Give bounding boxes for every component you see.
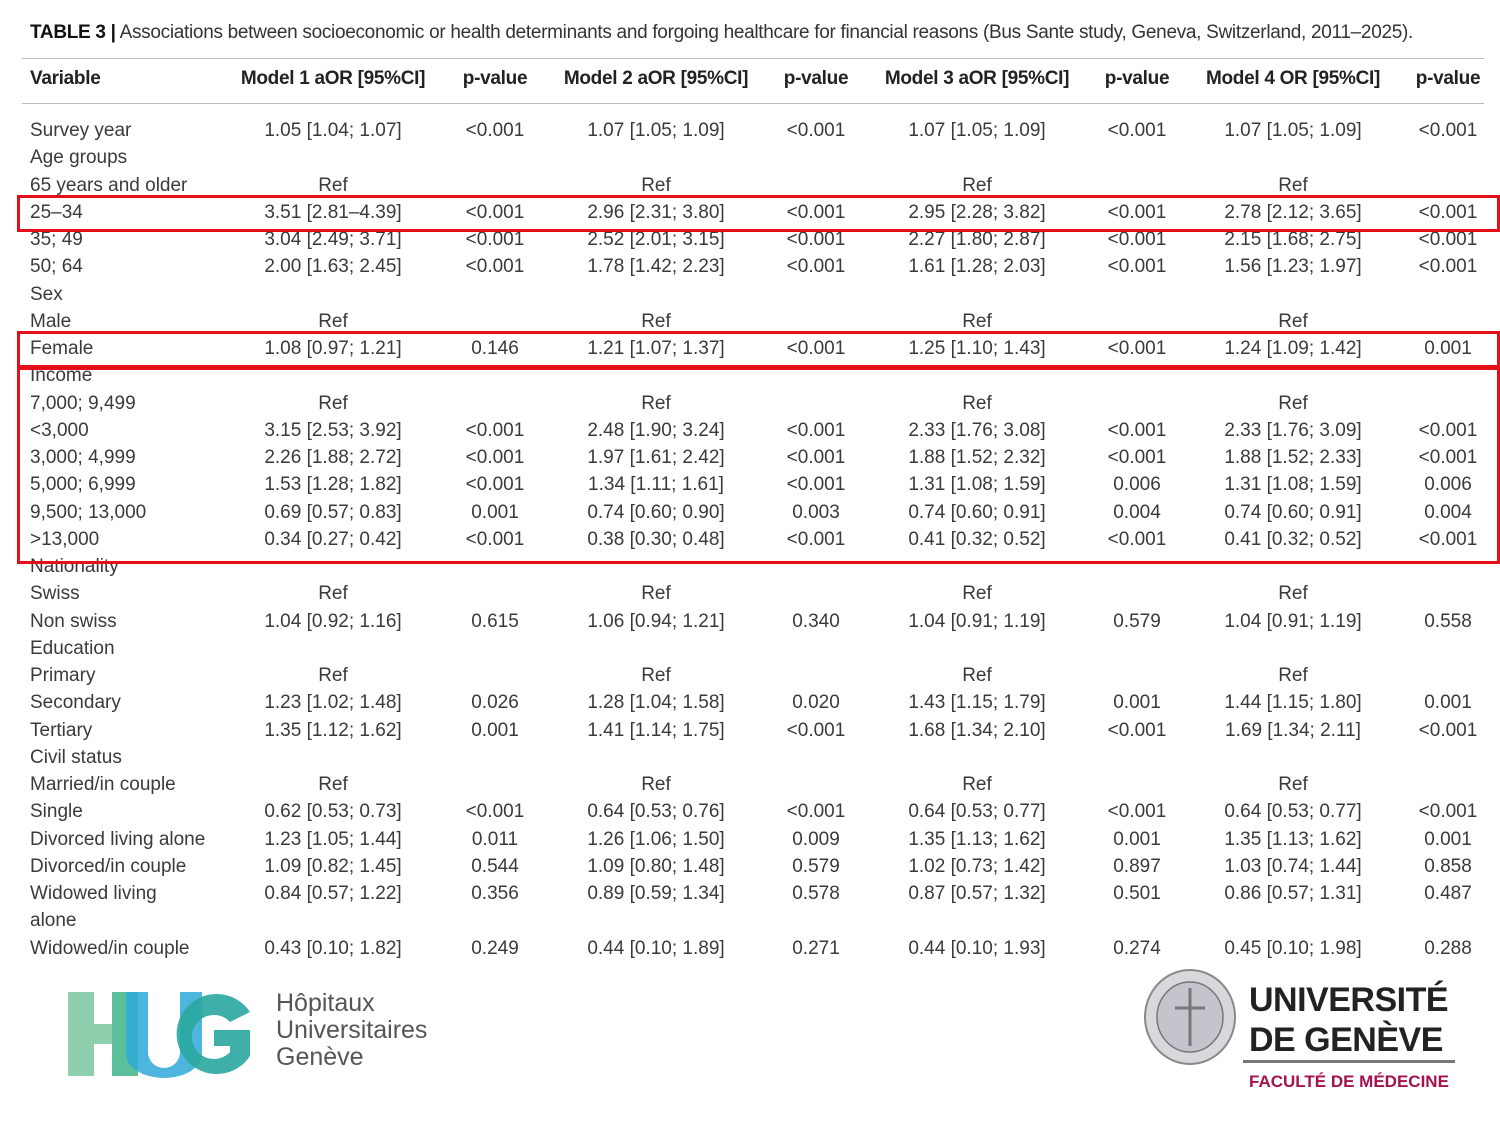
odds-ratio-cell: 1.53 [1.28; 1.82] (264, 474, 402, 496)
row-label: Tertiary (30, 719, 93, 741)
odds-ratio-cell: 1.78 [1.42; 2.23] (587, 256, 725, 278)
odds-ratio-cell: 0.34 [0.27; 0.42] (264, 528, 402, 550)
odds-ratio-cell: 1.44 [1.15; 1.80] (1224, 692, 1362, 714)
p-value-cell: <0.001 (786, 338, 846, 359)
row-label: 35; 49 (30, 229, 83, 250)
odds-ratio-cell: 1.35 [1.13; 1.62] (1224, 828, 1362, 850)
odds-ratio-cell: Ref (962, 174, 992, 196)
p-value-cell: <0.001 (786, 229, 846, 250)
odds-ratio-cell: 2.48 [1.90; 3.24] (587, 419, 725, 441)
row-label: Divorced/in couple (30, 855, 187, 877)
row-label: 65 years and older (30, 174, 188, 196)
p-value-cell: 0.558 (1424, 610, 1472, 632)
odds-ratio-cell: 1.88 [1.52; 2.32] (908, 447, 1046, 468)
odds-ratio-cell: 0.41 [0.32; 0.52] (1224, 528, 1362, 550)
odds-ratio-cell: Ref (641, 392, 671, 414)
odds-ratio-cell: 1.23 [1.05; 1.44] (264, 828, 402, 850)
p-value-cell: <0.001 (1107, 229, 1167, 250)
p-value-cell: 0.001 (471, 719, 519, 741)
p-value-cell: <0.001 (465, 229, 525, 250)
table-row (0, 853, 1500, 880)
p-value-cell: <0.001 (786, 528, 846, 550)
odds-ratio-cell: Ref (318, 392, 348, 414)
row-label: Secondary (30, 692, 121, 714)
odds-ratio-cell: 0.74 [0.60; 0.91] (1224, 501, 1362, 523)
odds-ratio-cell: 2.33 [1.76; 3.08] (908, 419, 1046, 441)
odds-ratio-cell: 0.41 [0.32; 0.52] (908, 528, 1046, 550)
odds-ratio-cell: 1.03 [0.74; 1.44] (1224, 855, 1362, 877)
p-value-cell: <0.001 (786, 120, 846, 141)
odds-ratio-cell: 1.02 [0.73; 1.42] (908, 855, 1046, 877)
p-value-cell: 0.026 (471, 692, 519, 714)
odds-ratio-cell: 1.56 [1.23; 1.97] (1224, 256, 1362, 278)
row-label: Widowed/in couple (30, 937, 190, 959)
p-value-cell: <0.001 (465, 120, 525, 141)
odds-ratio-cell: 1.07 [1.05; 1.09] (908, 120, 1046, 141)
row-label: 5,000; 6,999 (30, 474, 136, 496)
odds-ratio-cell: Ref (318, 310, 348, 332)
p-value-cell: 0.001 (1424, 692, 1472, 714)
unige-line-2: DE GENÈVE (1249, 1021, 1443, 1059)
p-value-cell: 0.001 (1113, 828, 1161, 850)
p-value-cell: <0.001 (1418, 447, 1478, 468)
column-header: p-value (1104, 68, 1170, 89)
odds-ratio-cell: 0.62 [0.53; 0.73] (264, 801, 402, 823)
odds-ratio-cell: 0.44 [0.10; 1.89] (587, 937, 725, 959)
p-value-cell: <0.001 (786, 201, 846, 223)
odds-ratio-cell: Ref (1278, 310, 1308, 332)
p-value-cell: <0.001 (1418, 528, 1478, 550)
p-value-cell: 0.020 (792, 692, 840, 714)
row-label: Male (30, 310, 72, 332)
odds-ratio-cell: 2.33 [1.76; 3.09] (1224, 419, 1362, 441)
p-value-cell: <0.001 (1418, 120, 1478, 141)
table-row (0, 826, 1500, 853)
row-label: 7,000; 9,499 (30, 392, 136, 414)
p-value-cell: 0.001 (1113, 692, 1161, 714)
row-label: Age groups (30, 147, 128, 169)
odds-ratio-cell: 1.35 [1.13; 1.62] (908, 828, 1046, 850)
odds-ratio-cell: 1.06 [0.94; 1.21] (587, 610, 725, 632)
odds-ratio-cell: Ref (962, 665, 992, 686)
row-label: Non swiss (30, 610, 117, 632)
column-header: Model 3 aOR [95%CI] (884, 68, 1070, 89)
p-value-cell: <0.001 (465, 447, 525, 468)
p-value-cell: <0.001 (1107, 801, 1167, 823)
odds-ratio-cell: Ref (1278, 665, 1308, 686)
odds-ratio-cell: 2.00 [1.63; 2.45] (264, 256, 402, 278)
odds-ratio-cell: 1.08 [0.97; 1.21] (264, 338, 402, 359)
unige-line-1: UNIVERSITÉ (1249, 981, 1449, 1019)
odds-ratio-cell: 0.45 [0.10; 1.98] (1224, 937, 1362, 959)
p-value-cell: <0.001 (1418, 256, 1478, 278)
odds-ratio-cell: 0.64 [0.53; 0.77] (1224, 801, 1362, 823)
p-value-cell: 0.579 (792, 855, 840, 877)
p-value-cell: <0.001 (786, 801, 846, 823)
odds-ratio-cell: 2.96 [2.31; 3.80] (587, 201, 725, 223)
p-value-cell: <0.001 (465, 528, 525, 550)
p-value-cell: <0.001 (1107, 338, 1167, 359)
table-row (0, 662, 1500, 689)
column-header: Model 4 OR [95%CI] (1205, 68, 1381, 89)
odds-ratio-cell: 0.38 [0.30; 0.48] (587, 528, 725, 550)
odds-ratio-cell: 1.26 [1.06; 1.50] (587, 828, 725, 850)
p-value-cell: 0.006 (1113, 474, 1161, 496)
odds-ratio-cell: 0.87 [0.57; 1.32] (908, 883, 1046, 904)
odds-ratio-cell: Ref (641, 774, 671, 795)
odds-ratio-cell: Ref (1278, 583, 1308, 605)
p-value-cell: 0.271 (792, 937, 840, 959)
odds-ratio-cell: Ref (318, 665, 348, 686)
p-value-cell: <0.001 (786, 419, 846, 441)
odds-ratio-cell: Ref (318, 774, 348, 795)
row-label: Single (30, 801, 83, 823)
section-heading-row (0, 144, 1500, 171)
odds-ratio-cell: 0.43 [0.10; 1.82] (264, 937, 402, 959)
section-heading-row (0, 635, 1500, 662)
p-value-cell: 0.274 (1113, 937, 1161, 959)
table-row (0, 580, 1500, 607)
p-value-cell: 0.579 (1113, 610, 1161, 632)
odds-ratio-cell: 1.31 [1.08; 1.59] (908, 474, 1046, 496)
odds-ratio-cell: 2.26 [1.88; 2.72] (264, 447, 402, 468)
odds-ratio-cell: 1.31 [1.08; 1.59] (1224, 474, 1362, 496)
row-label: Widowed living (30, 883, 157, 904)
odds-ratio-cell: 2.27 [1.80; 2.87] (908, 229, 1046, 250)
row-label: <3,000 (30, 419, 89, 441)
row-label: Education (30, 637, 115, 659)
row-label: 9,500; 13,000 (30, 501, 147, 523)
odds-ratio-cell: Ref (641, 665, 671, 686)
odds-ratio-cell: Ref (641, 310, 671, 332)
faculty-label: FACULTÉ DE MÉDECINE (1249, 1072, 1449, 1091)
odds-ratio-cell: 1.21 [1.07; 1.37] (587, 338, 725, 359)
odds-ratio-cell: Ref (962, 392, 992, 414)
hug-mark-icon (68, 990, 253, 1078)
p-value-cell: <0.001 (1107, 256, 1167, 278)
odds-ratio-cell: Ref (1278, 174, 1308, 196)
highlight-box-age-25-34 (17, 195, 1500, 232)
row-label: Survey year (30, 120, 132, 141)
odds-ratio-cell: 0.74 [0.60; 0.90] (587, 501, 725, 523)
unige-divider (1243, 1060, 1455, 1063)
p-value-cell: 0.340 (792, 610, 840, 632)
p-value-cell: 0.501 (1113, 883, 1161, 904)
column-header: Model 1 aOR [95%CI] (240, 68, 426, 89)
table-row (0, 798, 1500, 825)
odds-ratio-cell: Ref (1278, 774, 1308, 795)
odds-ratio-cell: Ref (962, 310, 992, 332)
highlight-box-income (17, 367, 1500, 564)
p-value-cell: 0.897 (1113, 855, 1161, 877)
odds-ratio-cell: 1.43 [1.15; 1.79] (908, 692, 1046, 714)
row-label-continued: alone (30, 910, 77, 931)
hug-line-2: Universitaires (276, 1016, 428, 1044)
university-seal-icon (1143, 968, 1237, 1066)
p-value-cell: <0.001 (1107, 447, 1167, 468)
odds-ratio-cell: 1.61 [1.28; 2.03] (908, 256, 1046, 278)
p-value-cell: <0.001 (786, 474, 846, 496)
odds-ratio-cell: Ref (318, 174, 348, 196)
highlight-box-female (17, 331, 1500, 368)
p-value-cell: 0.006 (1424, 474, 1472, 496)
section-heading-row (0, 281, 1500, 308)
p-value-cell: <0.001 (786, 719, 846, 741)
odds-ratio-cell: 2.95 [2.28; 3.82] (908, 201, 1046, 223)
row-label: 25–34 (30, 201, 83, 223)
odds-ratio-cell: 1.09 [0.80; 1.48] (587, 855, 725, 877)
p-value-cell: <0.001 (786, 447, 846, 468)
table-row (0, 689, 1500, 716)
row-label: Married/in couple (30, 774, 176, 795)
p-value-cell: 0.858 (1424, 855, 1472, 877)
row-label: Divorced living alone (30, 828, 206, 850)
odds-ratio-cell: Ref (962, 774, 992, 795)
p-value-cell: <0.001 (1107, 528, 1167, 550)
odds-ratio-cell: 1.05 [1.04; 1.07] (264, 120, 402, 141)
row-label: Civil status (30, 746, 122, 768)
odds-ratio-cell: Ref (1278, 392, 1308, 414)
odds-ratio-cell: Ref (641, 583, 671, 605)
row-label: >13,000 (30, 528, 100, 550)
odds-ratio-cell: Ref (318, 583, 348, 605)
odds-ratio-cell: 2.52 [2.01; 3.15] (587, 229, 725, 250)
odds-ratio-cell: 1.23 [1.02; 1.48] (264, 692, 402, 714)
p-value-cell: <0.001 (1107, 719, 1167, 741)
column-header: p-value (462, 68, 528, 89)
row-label: 50; 64 (30, 256, 83, 278)
odds-ratio-cell: Ref (641, 174, 671, 196)
p-value-cell: 0.356 (471, 883, 519, 904)
p-value-cell: <0.001 (1418, 419, 1478, 441)
top-rule (22, 58, 1484, 59)
hug-line-3: Genève (276, 1043, 364, 1071)
row-label: Female (30, 338, 94, 359)
column-header: p-value (783, 68, 849, 89)
p-value-cell: 0.011 (471, 828, 519, 850)
odds-ratio-cell: 0.74 [0.60; 0.91] (908, 501, 1046, 523)
p-value-cell: 0.615 (471, 610, 519, 632)
table-row (0, 608, 1500, 635)
table-caption: TABLE 3 | Associations between socioeconomic or health determinants and forgoing healthcare for financial reasons (Bus Sante study, Geneva, Switzerland, 2011–2025). (30, 22, 1413, 43)
table-row (0, 117, 1500, 144)
odds-ratio-cell: 1.07 [1.05; 1.09] (1224, 120, 1362, 141)
p-value-cell: <0.001 (1418, 201, 1478, 223)
column-header: Variable (30, 68, 101, 89)
odds-ratio-cell: 1.97 [1.61; 2.42] (587, 447, 725, 468)
p-value-cell: <0.001 (1107, 201, 1167, 223)
p-value-cell: <0.001 (465, 474, 525, 496)
odds-ratio-cell: 1.41 [1.14; 1.75] (587, 719, 725, 741)
row-label: Swiss (30, 583, 80, 605)
odds-ratio-cell: 0.44 [0.10; 1.93] (908, 937, 1046, 959)
odds-ratio-cell: 1.88 [1.52; 2.33] (1224, 447, 1362, 468)
p-value-cell: 0.001 (1424, 828, 1472, 850)
row-label: Nationality (30, 556, 119, 577)
odds-ratio-cell: 1.04 [0.91; 1.19] (1224, 610, 1362, 632)
hug-logo (68, 989, 428, 1083)
odds-ratio-cell: 0.64 [0.53; 0.76] (587, 801, 725, 823)
row-label: Sex (30, 283, 63, 305)
odds-ratio-cell: 1.24 [1.09; 1.42] (1224, 338, 1362, 359)
p-value-cell: 0.001 (1424, 338, 1472, 359)
p-value-cell: <0.001 (1418, 719, 1478, 741)
p-value-cell: <0.001 (465, 201, 525, 223)
p-value-cell: 0.288 (1424, 937, 1472, 959)
odds-ratio-cell: 3.04 [2.49; 3.71] (264, 229, 402, 250)
p-value-cell: <0.001 (465, 256, 525, 278)
column-header: Model 2 aOR [95%CI] (563, 68, 749, 89)
row-label: 3,000; 4,999 (30, 447, 136, 468)
row-label: Income (30, 365, 93, 387)
odds-ratio-cell: 1.09 [0.82; 1.45] (264, 855, 402, 877)
table-row (0, 717, 1500, 744)
p-value-cell: <0.001 (1107, 419, 1167, 441)
odds-ratio-cell: 1.28 [1.04; 1.58] (587, 692, 725, 714)
odds-ratio-cell: 1.25 [1.10; 1.43] (908, 338, 1046, 359)
p-value-cell: 0.544 (471, 855, 519, 877)
odds-ratio-cell: 1.68 [1.34; 2.10] (908, 719, 1046, 741)
odds-ratio-cell: 0.86 [0.57; 1.31] (1224, 883, 1362, 904)
p-value-cell: <0.001 (1107, 120, 1167, 141)
odds-ratio-cell: 0.84 [0.57; 1.22] (264, 883, 402, 904)
p-value-cell: 0.003 (792, 501, 840, 523)
p-value-cell: <0.001 (465, 419, 525, 441)
odds-ratio-cell: 0.64 [0.53; 0.77] (908, 801, 1046, 823)
table-row (0, 880, 1500, 931)
odds-ratio-cell: Ref (962, 583, 992, 605)
unige-logo (1143, 968, 1449, 1091)
table-row (0, 935, 1500, 962)
p-value-cell: 0.578 (792, 883, 840, 904)
p-value-cell: 0.487 (1424, 883, 1472, 904)
table-row (0, 771, 1500, 798)
odds-ratio-cell: 1.34 [1.11; 1.61] (588, 474, 724, 496)
hug-line-1: Hôpitaux (276, 989, 375, 1017)
header-rule (22, 103, 1484, 104)
section-heading-row (0, 744, 1500, 771)
odds-ratio-cell: 1.07 [1.05; 1.09] (587, 120, 725, 141)
odds-ratio-cell: 2.78 [2.12; 3.65] (1224, 201, 1362, 223)
table-row (0, 253, 1500, 280)
odds-ratio-cell: 1.35 [1.12; 1.62] (264, 719, 402, 741)
odds-ratio-cell: 1.04 [0.91; 1.19] (908, 610, 1046, 632)
p-value-cell: 0.146 (471, 338, 519, 359)
odds-ratio-cell: 3.51 [2.81–4.39] (264, 201, 402, 223)
p-value-cell: <0.001 (1418, 801, 1478, 823)
p-value-cell: 0.009 (792, 828, 840, 850)
odds-ratio-cell: 1.04 [0.92; 1.16] (264, 610, 402, 632)
column-header: p-value (1415, 68, 1481, 89)
odds-ratio-cell: 2.15 [1.68; 2.75] (1224, 229, 1362, 250)
p-value-cell: <0.001 (1418, 229, 1478, 250)
p-value-cell: <0.001 (465, 801, 525, 823)
row-label: Primary (30, 665, 96, 686)
odds-ratio-cell: 1.69 [1.34; 2.11] (1225, 719, 1361, 741)
p-value-cell: 0.001 (471, 501, 519, 523)
p-value-cell: 0.249 (471, 937, 519, 959)
p-value-cell: 0.004 (1424, 501, 1472, 523)
odds-ratio-cell: 0.89 [0.59; 1.34] (587, 883, 725, 904)
odds-ratio-cell: 3.15 [2.53; 3.92] (264, 419, 402, 441)
odds-ratio-cell: 0.69 [0.57; 0.83] (264, 501, 402, 523)
p-value-cell: 0.004 (1113, 501, 1161, 523)
p-value-cell: <0.001 (786, 256, 846, 278)
